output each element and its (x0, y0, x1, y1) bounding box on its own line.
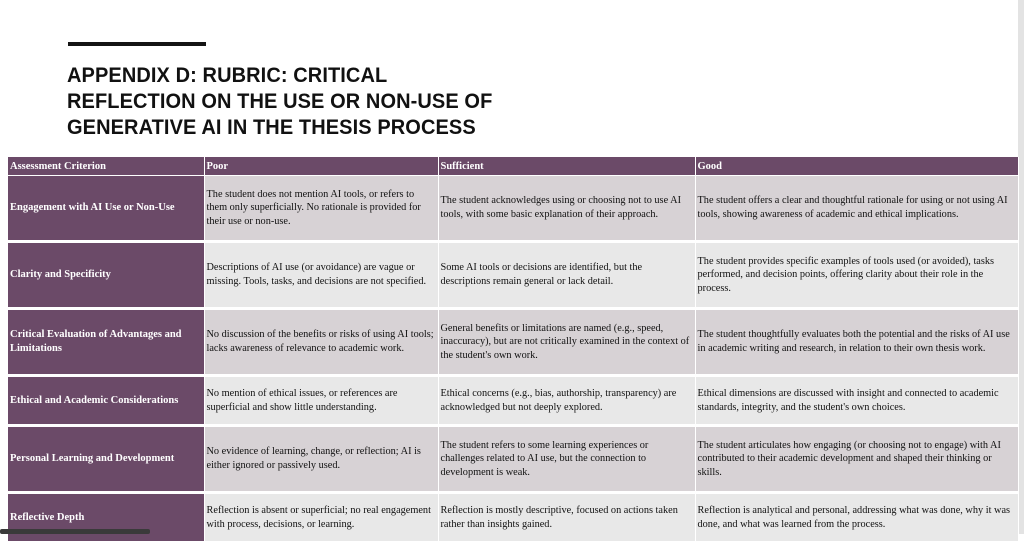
good-cell: Ethical dimensions are discussed with insight and connected to academic standards, integrity, and the student's own choices. (695, 376, 1018, 426)
header-good: Good (695, 157, 1018, 176)
poor-cell: The student does not mention AI tools, or refers to them only superficially. No rationale is provided for their use or non-use. (204, 176, 438, 242)
viewer-progress-bar (0, 529, 150, 534)
table-row (8, 376, 1018, 426)
poor-cell: Descriptions of AI use (or avoidance) are vague or missing. Tools, tasks, and decisions are not specified. (204, 242, 438, 309)
sufficient-cell: Some AI tools or decisions are identified, but the descriptions remain general or lack detail. (438, 242, 695, 309)
good-cell: The student offers a clear and thoughtful rationale for using or not using AI tools, showing awareness of academic and ethical implications. (695, 176, 1018, 242)
criterion-cell: Personal Learning and Development (8, 426, 204, 493)
poor-cell: No discussion of the benefits or risks of using AI tools; lacks awareness of relevance to academic work. (204, 309, 438, 376)
criterion-cell: Engagement with AI Use or Non-Use (8, 176, 204, 242)
good-cell: The student thoughtfully evaluates both the potential and the risks of AI use in academic writing and research, in relation to their own thesis work. (695, 309, 1018, 376)
table-row (8, 426, 1018, 493)
rubric-table (8, 157, 1019, 544)
criterion-cell: Reflective Depth (8, 493, 204, 543)
page-edge-shade (1018, 0, 1024, 534)
good-cell: The student articulates how engaging (or choosing not to engage) with AI contributed to their academic development and shaped their thinking or skills. (695, 426, 1018, 493)
header-sufficient: Sufficient (438, 157, 695, 176)
criterion-cell: Clarity and Specificity (8, 242, 204, 309)
table-row (8, 176, 1018, 242)
page-title: APPENDIX D: RUBRIC: CRITICAL REFLECTION ON THE USE OR NON-USE OF GENERATIVE AI IN THE THESIS PROCESS (67, 63, 493, 139)
table-row (8, 242, 1018, 309)
table-row (8, 309, 1018, 376)
sufficient-cell: Reflection is mostly descriptive, focused on actions taken rather than insights gained. (438, 493, 695, 543)
criterion-cell: Critical Evaluation of Advantages and Limitations (8, 309, 204, 376)
poor-cell: Reflection is absent or superficial; no real engagement with process, decisions, or learning. (204, 493, 438, 543)
sufficient-cell: The student refers to some learning experiences or challenges related to AI use, but the connection to development is weak. (438, 426, 695, 493)
header-criterion: Assessment Criterion (8, 157, 204, 176)
sufficient-cell: General benefits or limitations are named (e.g., speed, inaccuracy), but are not critically examined in the context of the student's own work. (438, 309, 695, 376)
header-row (8, 157, 1018, 176)
sufficient-cell: The student acknowledges using or choosing not to use AI tools, with some basic explanation of their approach. (438, 176, 695, 242)
title-rule (68, 42, 206, 46)
good-cell: Reflection is analytical and personal, addressing what was done, why it was done, and what was learned from the process. (695, 493, 1018, 543)
table-row (8, 493, 1018, 543)
poor-cell: No evidence of learning, change, or reflection; AI is either ignored or passively used. (204, 426, 438, 493)
good-cell: The student provides specific examples of tools used (or avoided), tasks performed, and decision points, offering clarity about their role in the process. (695, 242, 1018, 309)
sufficient-cell: Ethical concerns (e.g., bias, authorship, transparency) are acknowledged but not deeply explored. (438, 376, 695, 426)
header-poor: Poor (204, 157, 438, 176)
criterion-cell: Ethical and Academic Considerations (8, 376, 204, 426)
poor-cell: No mention of ethical issues, or references are superficial and show little understanding. (204, 376, 438, 426)
